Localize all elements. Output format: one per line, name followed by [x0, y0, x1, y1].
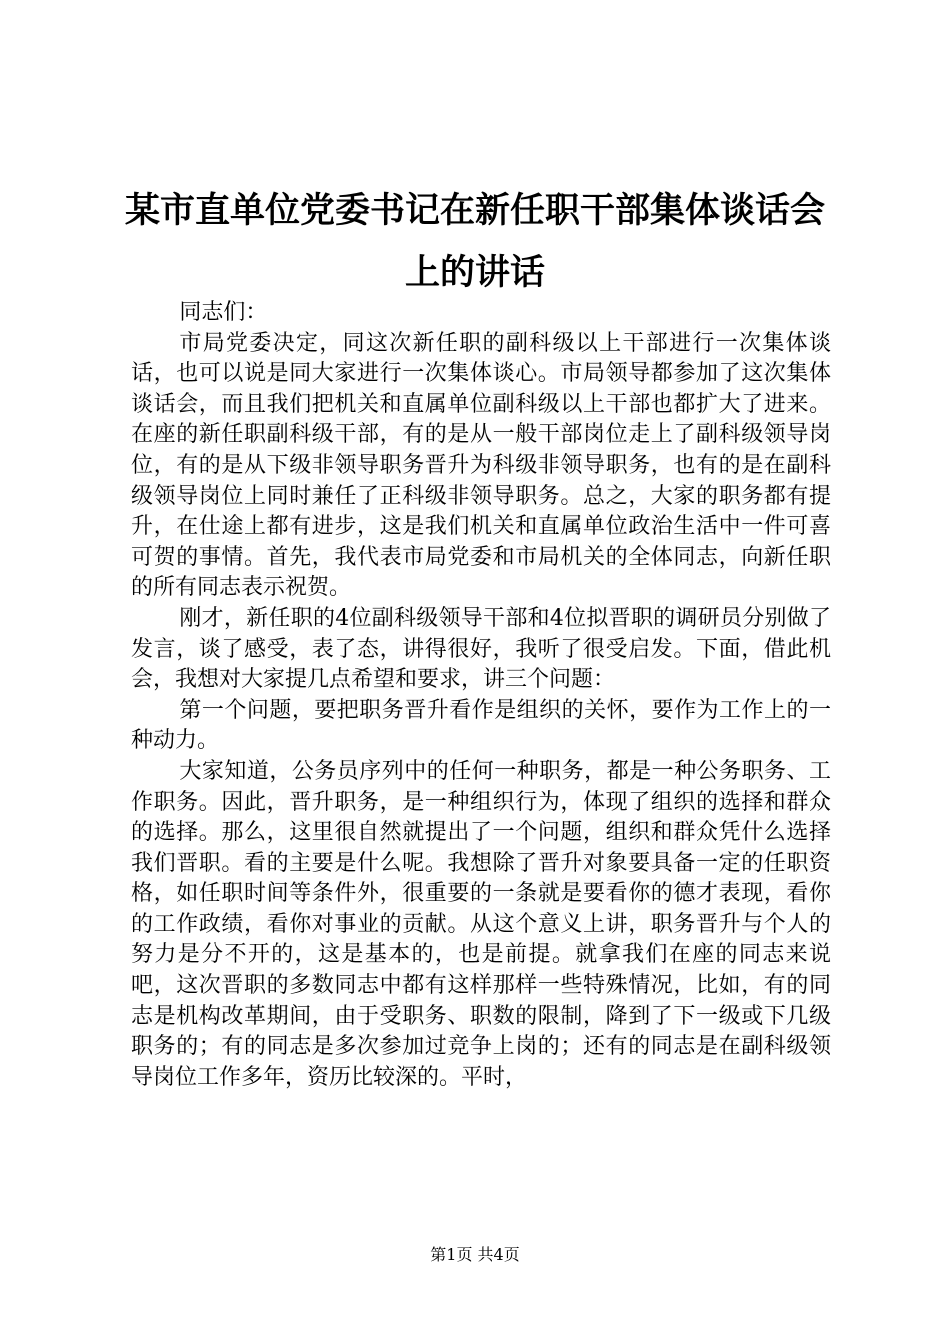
page-footer: 第1页 共4页 — [430, 1245, 520, 1264]
body-paragraph: 刚才，新任职的4位副科级领导干部和4位拟晋职的调研员分别做了发言，谈了感受，表了态，讲得很好，我听了很受启发。下面，借此机会，我想对大家提几点希望和要求，讲三个问题： — [131, 605, 831, 693]
document-body — [131, 298, 831, 1093]
body-paragraph: 市局党委决定，同这次新任职的副科级以上干部进行一次集体谈话，也可以说是同大家进行一次集体谈心。市局领导都参加了这次集体谈话会，而且我们把机关和直属单位副科级以上干部也都扩大了进来。在座的新任职副科级干部，有的是从一般干部岗位走上了副科级领导岗位，有的是从下级非领导职务晋升为科级非领导职务，也有的是在副科级领导岗位上同时兼任了正科级非领导职务。总之，大家的职务都有提升，在仕途上都有进步，这是我们机关和直属单位政治生活中一件可喜可贺的事情。首先，我代表市局党委和市局机关的全体同志，向新任职的所有同志表示祝贺。 — [131, 330, 831, 601]
salutation-paragraph: 同志们： — [179, 300, 268, 325]
body-paragraph: 大家知道，公务员序列中的任何一种职务，都是一种公务职务、工作职务。因此，晋升职务，是一种组织行为，体现了组织的选择和群众的选择。那么，这里很自然就提出了一个问题，组织和群众凭什么选择我们晋职。看的主要是什么呢。我想除了晋升对象要具备一定的任职资格，如任职时间等条件外，很重要的一条就是要看你的德才表现，看你的工作政绩，看你对事业的贡献。从这个意义上讲，职务晋升与个人的努力是分不开的，这是基本的，也是前提。就拿我们在座的同志来说吧，这次晋职的多数同志中都有这样那样一些特殊情况，比如，有的同志是机构改革期间，由于受职务、职数的限制，降到了下一级或下几级职务的；有的同志是多次参加过竞争上岗的；还有的同志是在副科级领导岗位工作多年，资历比较深的。平时， — [131, 758, 831, 1090]
body-paragraph: 第一个问题，要把职务晋升看作是组织的关怀，要作为工作上的一种动力。 — [131, 697, 831, 754]
document-title: 某市直单位党委书记在新任职干部集体谈话会上的讲话 — [124, 190, 825, 293]
